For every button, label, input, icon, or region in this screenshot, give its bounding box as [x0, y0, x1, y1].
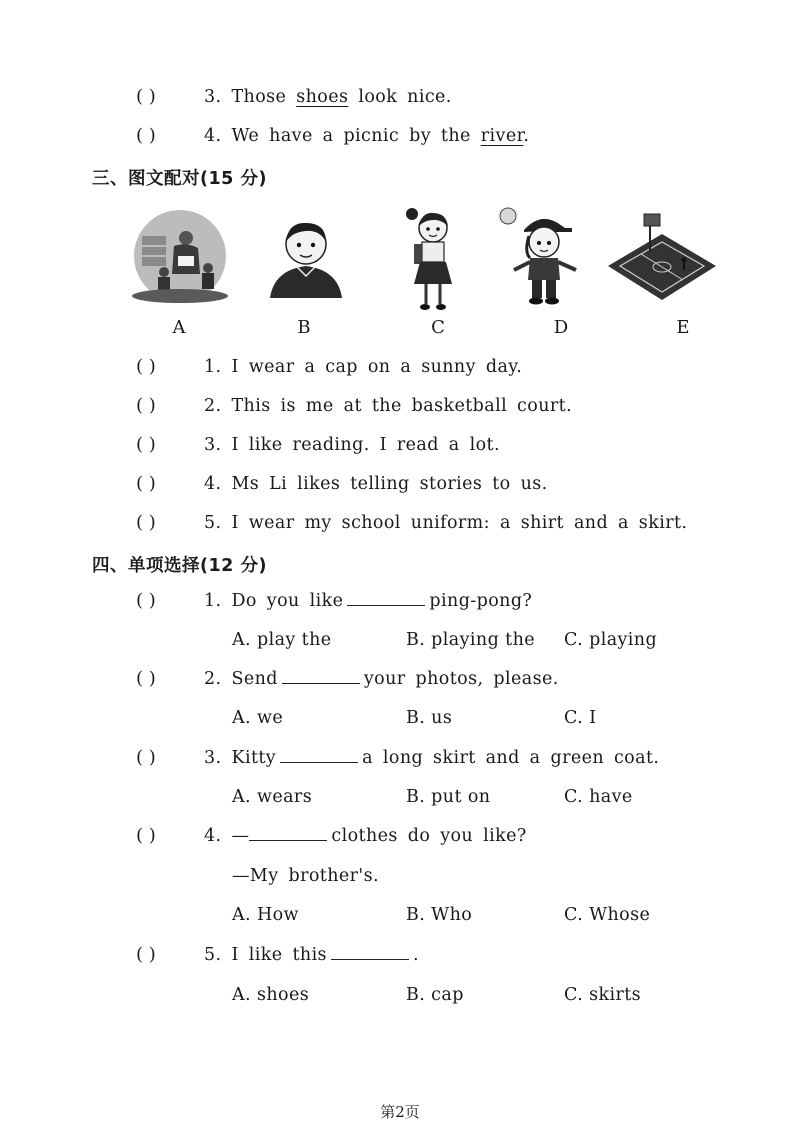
option-a[interactable]: A. we: [232, 708, 284, 728]
page-number: 第2页: [380, 1103, 420, 1121]
question-line: 4. We have a picnic by the river.: [204, 126, 530, 146]
option-b[interactable]: B. cap: [406, 985, 464, 1005]
question-line: 4. Ms Li likes telling stories to us.: [204, 474, 548, 494]
answer-paren[interactable]: ( ): [136, 395, 156, 416]
underlined-word: shoes: [296, 87, 349, 107]
option-b[interactable]: B. Who: [406, 905, 473, 925]
option-c[interactable]: C. I: [564, 708, 597, 728]
answer-paren[interactable]: ( ): [136, 473, 156, 494]
question-line: 1. Do you like ping-pong?: [204, 591, 533, 611]
underlined-word: river: [480, 126, 524, 146]
basketball-court-icon: [606, 212, 718, 304]
blank-line: [331, 945, 409, 960]
answer-paren[interactable]: ( ): [136, 434, 156, 455]
option-a[interactable]: A. shoes: [232, 985, 310, 1005]
answer-paren[interactable]: ( ): [136, 825, 156, 846]
girl-school-uniform-icon: [398, 204, 468, 314]
picture-label: B: [297, 317, 311, 338]
question-line: 5. I wear my school uniform: a shirt and a skirt.: [204, 513, 688, 533]
question-line: 2. This is me at the basketball court.: [204, 396, 573, 416]
dialogue-answer: —My brother's.: [232, 866, 379, 886]
option-c[interactable]: C. Whose: [564, 905, 651, 925]
option-c[interactable]: C. have: [564, 787, 633, 807]
section-heading: 三、图文配对(15 分): [92, 169, 267, 189]
option-a[interactable]: A. wears: [232, 787, 313, 807]
question-line: 4. — clothes do you like?: [204, 826, 527, 846]
picture-label: D: [553, 317, 569, 338]
picture-label: C: [431, 317, 445, 338]
answer-paren[interactable]: ( ): [136, 86, 156, 107]
option-a[interactable]: A. How: [232, 905, 299, 925]
picture-label: E: [676, 317, 690, 338]
answer-paren[interactable]: ( ): [136, 944, 156, 965]
option-c[interactable]: C. playing: [564, 630, 658, 650]
answer-paren[interactable]: ( ): [136, 668, 156, 689]
answer-paren[interactable]: ( ): [136, 125, 156, 146]
blank-line: [249, 826, 327, 841]
blank-line: [280, 748, 358, 763]
question-line: 5. I like this .: [204, 945, 419, 965]
question-line: 3. I like reading. I read a lot.: [204, 435, 500, 455]
answer-paren[interactable]: ( ): [136, 512, 156, 533]
blank-line: [282, 669, 360, 684]
girl-with-cap-icon: [496, 204, 592, 308]
answer-paren[interactable]: ( ): [136, 747, 156, 768]
section-heading: 四、单项选择(12 分): [92, 556, 267, 576]
question-line: 3. Kitty a long skirt and a green coat.: [204, 748, 660, 768]
option-a[interactable]: A. play the: [232, 630, 332, 650]
reading-family-icon: [128, 208, 228, 308]
option-b[interactable]: B. playing the: [406, 630, 535, 650]
blank-line: [347, 591, 425, 606]
answer-paren[interactable]: ( ): [136, 590, 156, 611]
option-b[interactable]: B. us: [406, 708, 453, 728]
question-line: 3. Those shoes look nice.: [204, 87, 452, 107]
picture-label: A: [172, 317, 186, 338]
answer-paren[interactable]: ( ): [136, 356, 156, 377]
question-line: 1. I wear a cap on a sunny day.: [204, 357, 523, 377]
question-line: 2. Send your photos, please.: [204, 669, 559, 689]
option-c[interactable]: C. skirts: [564, 985, 642, 1005]
boy-wearing-shirt-icon: [262, 214, 350, 302]
option-b[interactable]: B. put on: [406, 787, 491, 807]
